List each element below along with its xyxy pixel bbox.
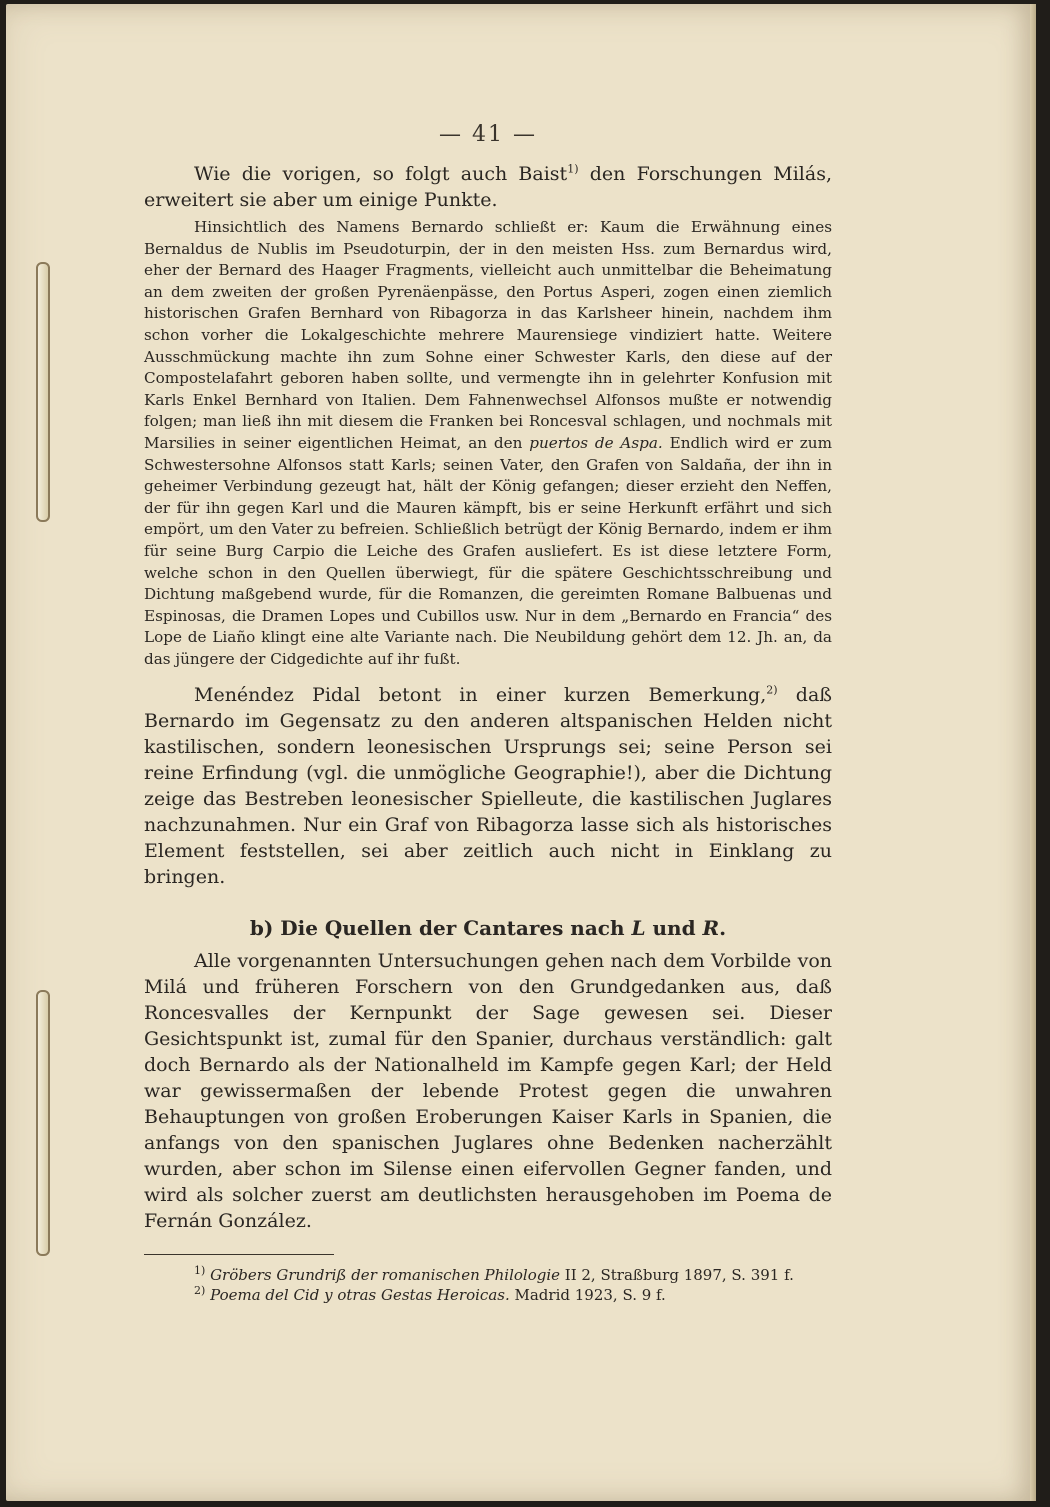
menendez-text-after: daß Bernardo im Gegensatz zu den anderen altspanischen Helden nicht kastilischen, sondern leonesischen Ursprungs sei; seine Person sei reine Erfindung (vgl. die unmögliche Geographie!), aber die Dichtung zeige das Bestreben leonesischer Spielleute, die kastilischen Juglares nachzunahmen. Nur ein Graf von Ribagorza lasse sich als historisches Element feststellen, sei aber zeitlich auch nicht in Einklang zu bringen. (144, 684, 832, 889)
footnote-2-title: Poema del Cid y otras Gestas Heroicas. (210, 1286, 510, 1305)
heading-und: und (645, 916, 703, 941)
heading-L: L (631, 916, 646, 941)
section-heading (144, 916, 832, 940)
footnote-ref-1: 1) (567, 162, 579, 176)
binding-clasp-upper (36, 262, 50, 522)
footnote-1 (144, 1265, 832, 1285)
intro-text-after: den Forschungen Milás, erweitert sie aber um einige Punkte. (144, 163, 833, 211)
footnote-2 (144, 1285, 832, 1305)
footnote-divider (144, 1254, 334, 1255)
menendez-text-before: Menéndez Pidal betont in einer kurzen Bemerkung, (194, 684, 767, 707)
section-body: Alle vorgenannten Untersuchungen gehen nach dem Vorbilde von Milá und früheren Forschern von den Grundgedanken aus, daß Roncesvalles der Kernpunkt der Sage gewesen sei. Dieser Gesichtspunkt ist, zumal für den Spanier, durchaus verständlich: galt doch Bernardo als der Nationalheld im Kampfe gegen Karl; der Held war gewissermaßen der lebende Protest gegen die unwahren Behauptungen von großen Eroberungen Kaiser Karls in Spanien, die anfangs von den spanischen Juglares ohne Bedenken nacherzählt wurden, aber schon im Silense einen eifervollen Gegner fanden, und wird als solcher zuerst am deutlichsten herausgehoben im Poema de Fernán González. (144, 950, 832, 1233)
binding-clasp-lower (36, 990, 50, 1256)
menendez-paragraph (144, 682, 832, 890)
quote-italic: puertos de Aspa. (529, 433, 663, 452)
quote-paragraph (144, 217, 832, 670)
page-number: — 41 — (439, 122, 537, 147)
page-content (144, 122, 832, 1305)
footnote-2-mark: 2) (194, 1284, 206, 1298)
quote-text-1: Hinsichtlich des Namens Bernardo schließt er: Kaum die Erwähnung eines Bernaldus de Nublis im Pseudoturpin, der in den meisten Hss. zum Bernardus wird, eher der Bernard des Haager Fragments, vielleicht auch unmittelbar die Beheimatung an dem zweiten der großen Pyrenäenpässe, den Portus Asperi, zogen einen ziemlich historischen Grafen Bernhard von Ribagorza in das Karlsheer hinein, nachdem ihm schon vorher die Lokalgeschichte mehrere Maurensiege vindiziert hatte. Weitere Ausschmückung machte ihn zum Sohne einer Schwester Karls, den diese auf der Compostelafahrt geboren haben sollte, und vermengte ihn in gelehrter Konfusion mit Karls Enkel Bernhard von Italien. Dem Fahnenwechsel Alfonsos mußte er notwendig folgen; man ließ ihn mit diesem die Franken bei Roncesval schlagen, und nochmals mit Marsilies in seiner eigentlichen Heimat, an den (144, 218, 832, 452)
quote-text-2: Endlich wird er zum Schwestersohne Alfonsos statt Karls; seinen Vater, den Grafen von Saldaña, der ihn in geheimer Verbindung gezeugt hat, hält der König gefangen; dieser erzieht den Neffen, der für ihn gegen Karl und die Mauren kämpft, bis er seine Herkunft erfährt und sich empört, um den Vater zu befreien. Schließlich betrügt der König Bernardo, indem er ihm für seine Burg Carpio die Leiche des Grafen ausliefert. Es ist diese letztere Form, welche schon in den Quellen überwiegt, für die spätere Geschichtsschreibung und Dichtung maßgebend wurde, für die Romanzen, die gereimten Romane Balbuenas und Espinosas, die Dramen Lopes und Cubillos usw. Nur in dem „Bernardo en Francia“ des Lope de Liaño klingt eine alte Variante nach. Die Neubildung gehört dem 12. Jh. an, da das jüngere der Cidgedichte auf ihr fußt. (144, 433, 832, 668)
heading-end: . (719, 916, 727, 941)
page-edge (1030, 4, 1036, 1501)
intro-paragraph (144, 161, 832, 213)
intro-text-before: Wie die vorigen, so folgt auch Baist (194, 163, 568, 185)
heading-R: R (702, 916, 720, 941)
heading-text: b) Die Quellen der Cantares nach (249, 916, 632, 941)
book-page (6, 4, 1036, 1501)
footnote-1-mark: 1) (194, 1264, 206, 1278)
footnote-ref-2: 2) (766, 684, 778, 698)
footnote-1-rest: II 2, Straßburg 1897, S. 391 f. (560, 1266, 794, 1285)
footnote-2-rest: Madrid 1923, S. 9 f. (509, 1286, 666, 1305)
footnote-1-title: Gröbers Grundriß der romanischen Philologie (210, 1266, 560, 1285)
